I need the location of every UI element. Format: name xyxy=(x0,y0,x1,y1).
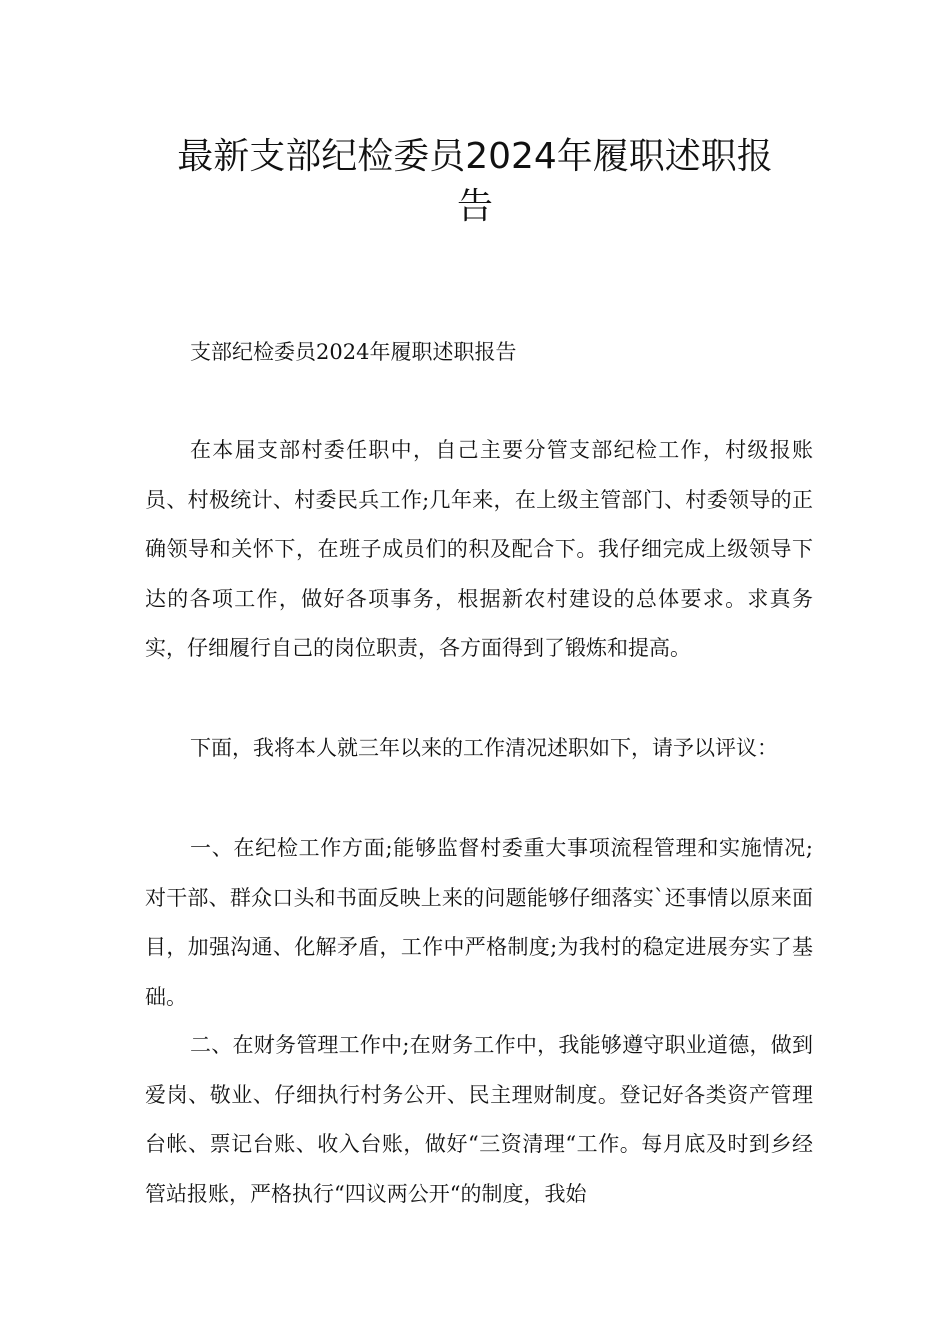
paragraph-discipline-work: 一、在纪检工作方面;能够监督村委重大事项流程管理和实施情况;对干部、群众口头和书面反映上来的问题能够仔细落实`还事情以原来面目，加强沟通、化解矛盾，工作中严格制度;为我村的稳定进展夯实了基础。 xyxy=(145,836,813,1009)
paragraph-intro: 在本届支部村委任职中，自己主要分管支部纪检工作，村级报账员、村极统计、村委民兵工作;几年来，在上级主管部门、村委领导的正确领导和关怀下，在班子成员们的积及配合下。我仔细完成上级领导下达的各项工作，做好各项事务，根据新农村建设的总体要求。求真务实，仔细履行自己的岗位职责，各方面得到了锻炼和提高。 xyxy=(145,438,813,660)
document-subtitle: 支部纪检委员2024年履职述职报告 xyxy=(190,340,517,364)
document-title-line-2: 告 xyxy=(456,186,493,227)
paragraph-review-intro: 下面，我将本人就三年以来的工作清况述职如下，请予以评议： xyxy=(190,736,778,760)
document-title-line-1: 最新支部纪检委员2024年履职述职报 xyxy=(177,136,773,177)
paragraph-finance-work: 二、在财务管理工作中;在财务工作中，我能够遵守职业道德，做到爱岗、敬业、仔细执行村务公开、民主理财制度。登记好各类资产管理台帐、票记台账、收入台账，做好“三资清理“工作。每月底及时到乡经管站报账，严格执行“四议两公开“的制度，我始 xyxy=(145,1033,813,1206)
